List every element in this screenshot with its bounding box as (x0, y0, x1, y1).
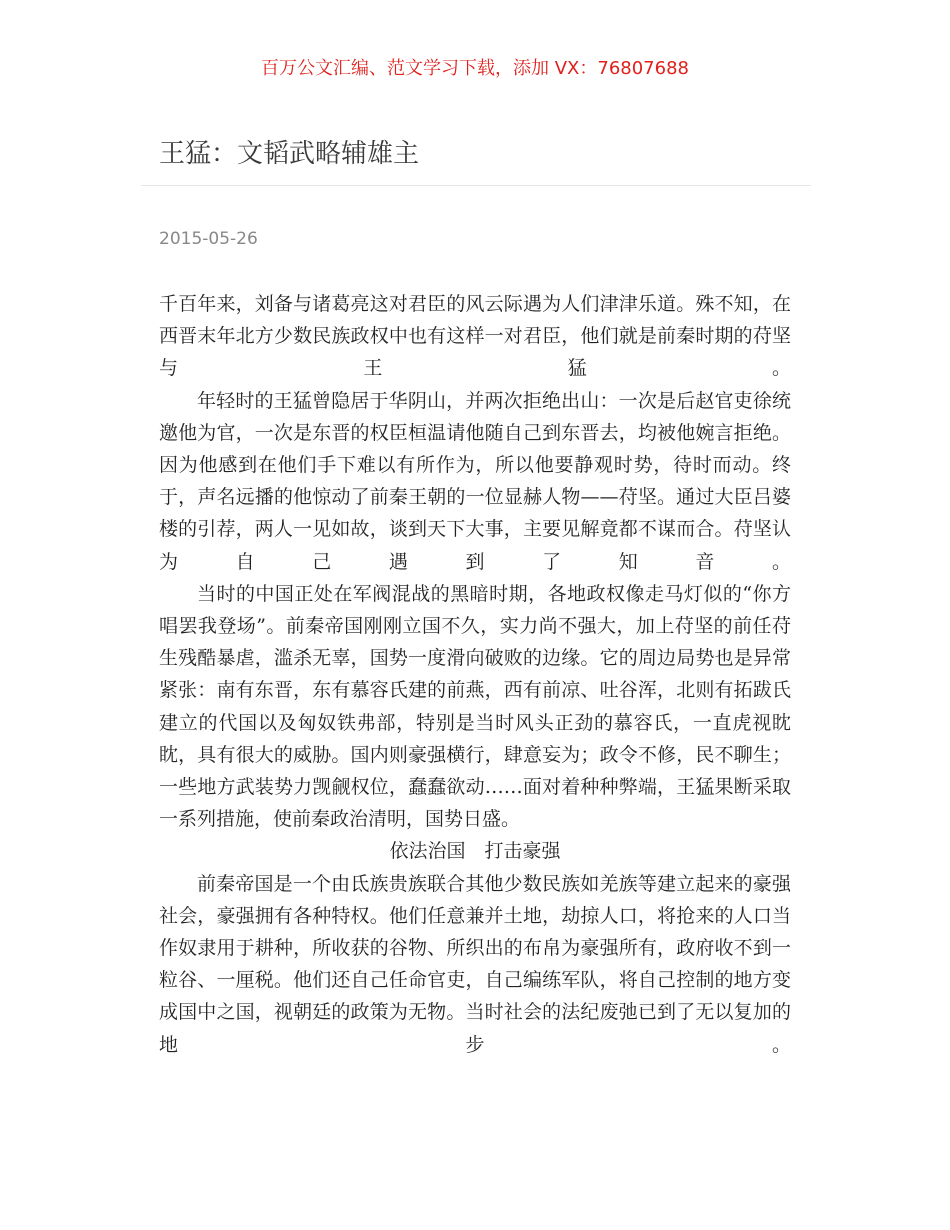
title-divider (141, 185, 811, 186)
article-title: 王猛：文韬武略辅雄主 (159, 139, 420, 169)
paragraph-intro: 千百年来，刘备与诸葛亮这对君臣的风云际遇为人们津津乐道。殊不知，在西晋末年北方少数民族政权中也有这样一对君臣，他们就是前秦时期的苻坚与王猛。 (159, 293, 791, 380)
publish-date: 2015-05-26 (159, 229, 258, 249)
paragraph-former-qin-society: 前秦帝国是一个由氐族贵族联合其他少数民族如羌族等建立起来的豪强社会，豪强拥有各种特权。他们任意兼并土地，劫掠人口，将抢来的人口当作奴隶用于耕种，所收获的谷物、所织出的布帛为豪强所有，政府收不到一粒谷、一厘税。他们还自己任命官吏，自己编练军队，将自己控制的地方变成国中之国，视朝廷的政策为无物。当时社会的法纪废弛已到了无以复加的地步。 (159, 872, 791, 1056)
article-body (159, 288, 791, 1061)
promo-banner: 百万公文汇编、范文学习下载，添加 VX：76807688 (261, 58, 689, 79)
paragraph-wang-meng-youth: 年轻时的王猛曾隐居于华阴山，并两次拒绝出山：一次是后赵官吏徐统邀他为官，一次是东晋的权臣桓温请他随自己到东晋去，均被他婉言拒绝。因为他感到在他们手下难以有所作为，所以他要静观时势，待时而动。终于，声名远播的他惊动了前秦王朝的一位显赫人物——苻坚。通过大臣吕婆楼的引荐，两人一见如故，谈到天下大事，主要见解竟都不谋而合。苻坚认为自己遇到了知音。 (159, 389, 791, 573)
paragraph-historical-context: 当时的中国正处在军阀混战的黑暗时期，各地政权像走马灯似的“你方唱罢我登场”。前秦帝国刚刚立国不久，实力尚不强大，加上苻坚的前任苻生残酷暴虐，滥杀无辜，国势一度滑向破败的边缘。它的周边局势也是异常紧张：南有东晋，东有慕容氏建的前燕，西有前凉、吐谷浑，北则有拓跋氏建立的代国以及匈奴铁弗部，特别是当时风头正劲的慕容氏，一直虎视眈眈，具有很大的威胁。国内则豪强横行，肆意妄为；政令不修，民不聊生；一些地方武装势力觊觎权位，蠢蠢欲动……面对着种种弊端，王猛果断采取一系列措施，使前秦政治清明，国势日盛。 (159, 582, 791, 831)
section-heading: 依法治国 打击豪强 (389, 840, 561, 863)
